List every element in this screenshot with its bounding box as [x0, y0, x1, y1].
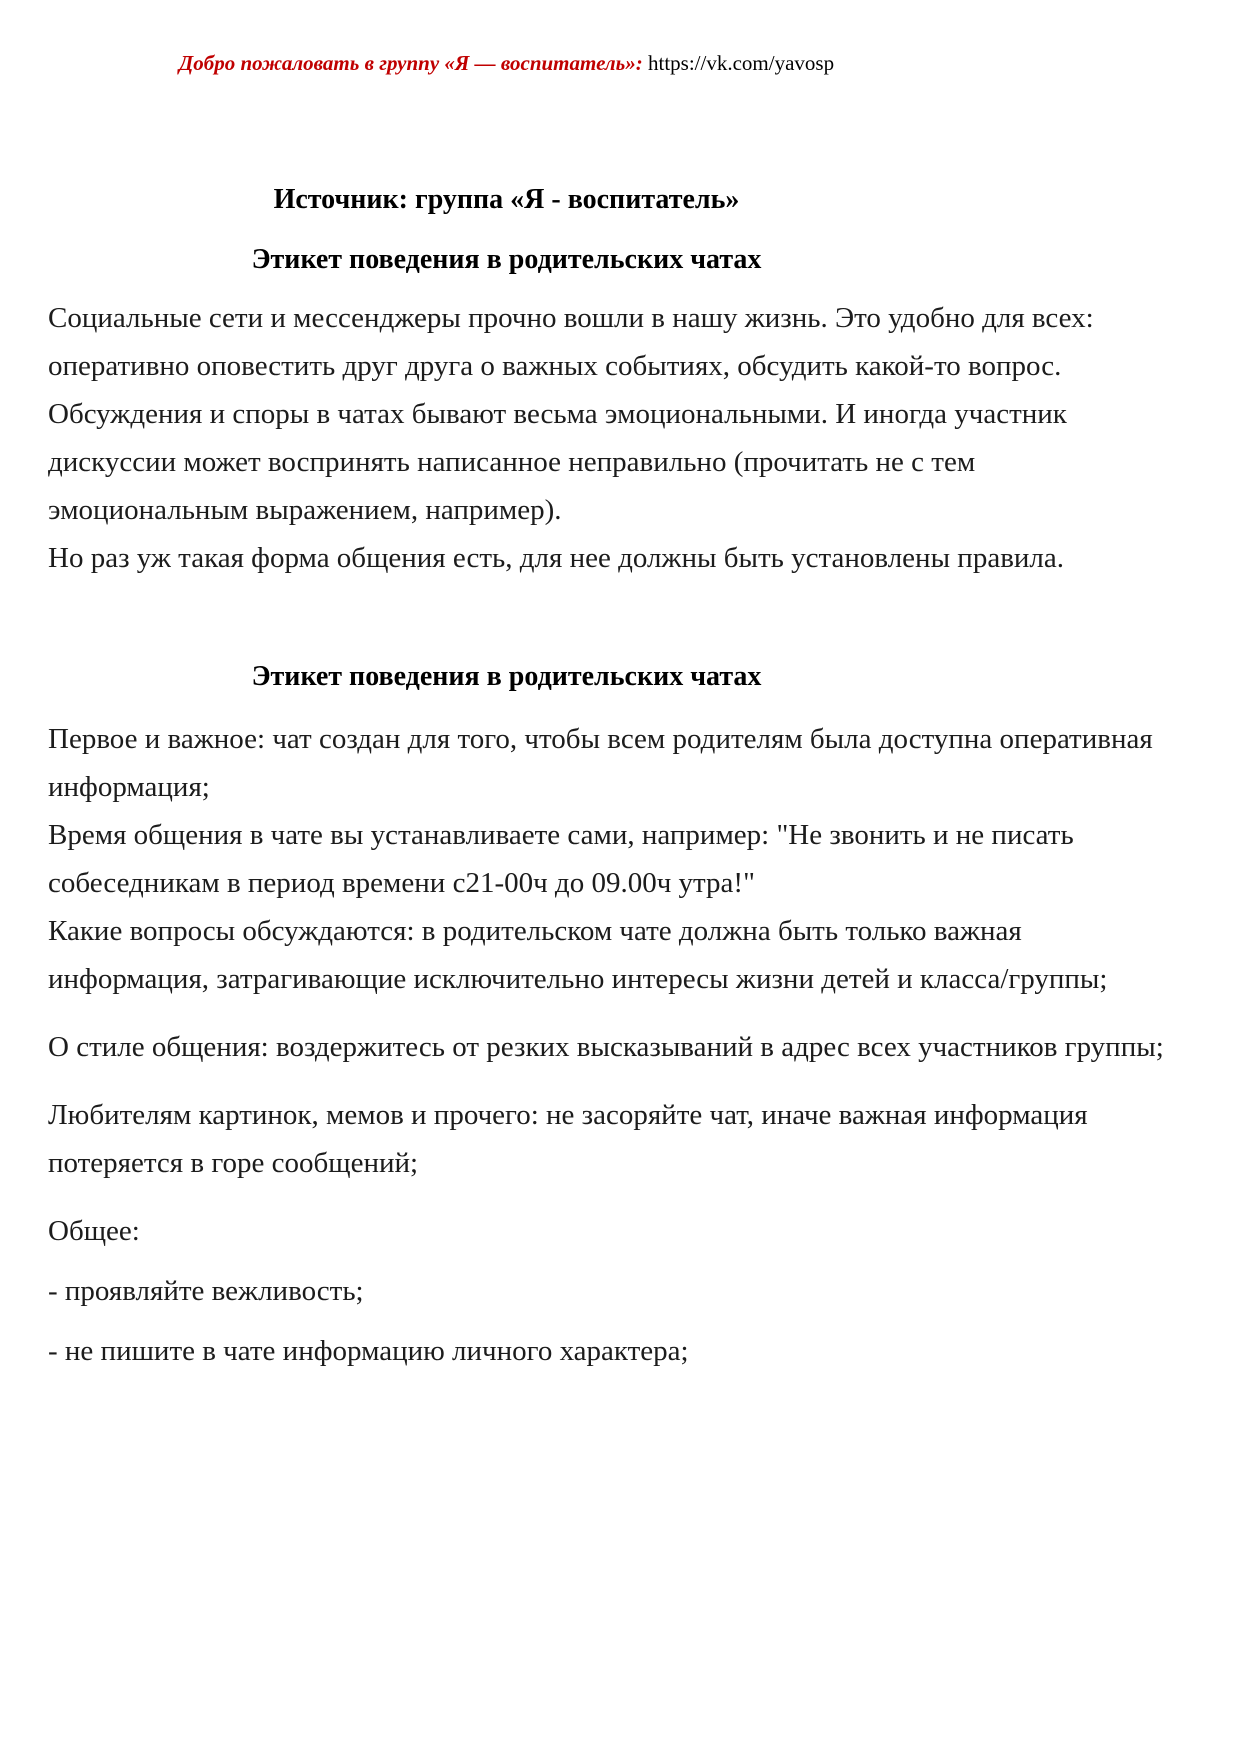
group-welcome-text: Добро пожаловать в группу «Я — воспитатель»: [178, 51, 643, 75]
rule-paragraph-general-label: Общее: [48, 1215, 140, 1247]
intro-paragraph-2: Но раз уж такая форма общения есть, для нее должны быть установлены правила. [48, 542, 1065, 574]
source-title: Источник: группа «Я - воспитатель» [273, 184, 740, 215]
rule-paragraph-style: О стиле общения: воздержитесь от резких высказываний в адрес всех участников группы; [48, 1031, 1164, 1063]
rule-paragraph-time: Время общения в чате вы устанавливаете сами, например: "Не звонить и не писать собеседникам в период времени с21-00ч до 09.00ч утра!" [48, 819, 1074, 899]
rule-item-personal-info: - не пишите в чате информацию личного характера; [48, 1335, 689, 1367]
intro-paragraph-1: Социальные сети и мессенджеры прочно вошли в нашу жизнь. Это удобно для всех: оперативно оповестить друг друга о важных событиях, обсудить какой-то вопрос. Обсуждения и споры в чатах бывают весьма эмоциональными. И иногда участник дискуссии может воспринять написанное неправильно (прочитать не с тем эмоциональным выражением, например). [48, 302, 1094, 526]
rule-paragraph-important: Первое и важное: чат создан для того, чтобы всем родителям была доступна оперативная информация; [48, 723, 1153, 803]
group-url-link[interactable]: https://vk.com/yavosp [648, 51, 835, 75]
section-heading: Этикет поведения в родительских чатах [251, 661, 762, 692]
doc-header [48, 50, 1180, 76]
doc-subtitle: Этикет поведения в родительских чатах [251, 244, 762, 275]
rule-paragraph-memes: Любителям картинок, мемов и прочего: не засоряйте чат, иначе важная информация потеряется в горе сообщений; [48, 1099, 1088, 1179]
rule-paragraph-topics: Какие вопросы обсуждаются: в родительском чате должна быть только важная информация, затрагивающие исключительно интересы жизни детей и класса/группы; [48, 915, 1108, 995]
rule-item-politeness: - проявляйте вежливость; [48, 1275, 364, 1307]
